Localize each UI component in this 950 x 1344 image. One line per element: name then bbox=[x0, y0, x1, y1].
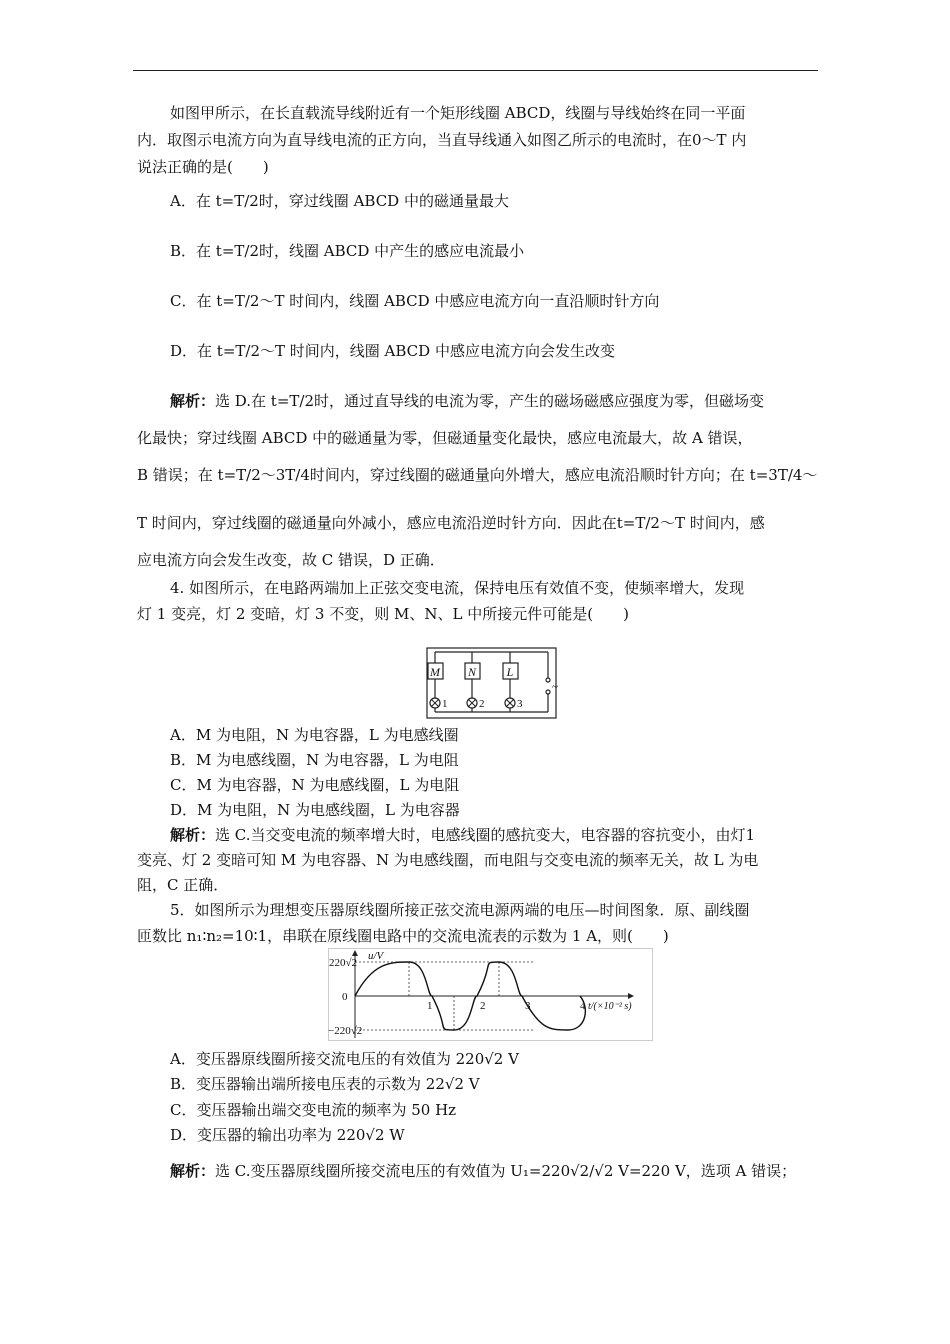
x-tick-3: 3 bbox=[525, 1000, 531, 1012]
q3-analysis-line-1 bbox=[170, 390, 764, 412]
q5-voltage-graph bbox=[328, 948, 654, 1042]
q3-option-c: C．在 t=T/2～T 时间内，线圈 ABCD 中感应电流方向一直沿顺时针方向 bbox=[170, 292, 660, 310]
analysis-label: 解析： bbox=[170, 392, 216, 410]
header-rule bbox=[133, 70, 818, 71]
q3-analysis-line-4: T 时间内，穿过线圈的磁通量向外减小，感应电流沿逆时针方向．因此在t=T/2～T 时间内，感 bbox=[137, 514, 765, 532]
q5-line-2: 匝数比 n₁∶n₂=10∶1，串联在原线圈电路中的交流电流表的示数为 1 A，则( ) bbox=[137, 927, 669, 945]
x-axis-label: t/(×10⁻² s) bbox=[588, 1001, 632, 1012]
y-axis-arrow-icon bbox=[352, 950, 358, 956]
analysis-text: 选 C.当交变电流的频率增大时，电感线圈的感抗变大，电容器的容抗变小，由灯1 bbox=[215, 826, 756, 844]
q5-option-d: D．变压器的输出功率为 220√2 W bbox=[170, 1126, 405, 1144]
intro-line-2: 内．取图示电流方向为直导线电流的正方向，当直导线通入如图乙所示的电流时，在0～T 内 bbox=[137, 131, 747, 149]
q3-option-a: A．在 t=T/2时，穿过线圈 ABCD 中的磁通量最大 bbox=[170, 192, 509, 210]
analysis-text: 选 C.变压器原线圈所接交流电压的有效值为 U₁=220√2/√2 V=220 V，选项 A 错误； bbox=[215, 1162, 797, 1180]
q4-analysis-line-1 bbox=[170, 824, 755, 846]
lamp-3-label: 3 bbox=[517, 698, 523, 710]
analysis-label: 解析： bbox=[170, 1162, 216, 1180]
q3-analysis-line-2: 化最快；穿过线圈 ABCD 中的磁通量为零，但磁通量变化最快，感应电流最大，故 A 错误， bbox=[137, 429, 753, 447]
lamp-1-label: 1 bbox=[442, 698, 448, 710]
y-min-label: −220√2 bbox=[328, 1025, 363, 1037]
q3-option-d: D．在 t=T/2～T 时间内，线圈 ABCD 中感应电流方向会发生改变 bbox=[170, 342, 615, 360]
y-max-label: 220√2 bbox=[329, 957, 358, 969]
terminal-icon bbox=[546, 678, 550, 682]
x-tick-4: 4 bbox=[580, 1000, 586, 1012]
q4-circuit-diagram bbox=[425, 646, 560, 722]
q5-option-b: B．变压器输出端所接电压表的示数为 22√2 V bbox=[170, 1075, 480, 1093]
q5-option-a: A．变压器原线圈所接交流电压的有效值为 220√2 V bbox=[170, 1050, 519, 1068]
q4-option-d: D．M 为电阻，N 为电感线圈，L 为电容器 bbox=[170, 801, 460, 819]
q4-option-b: B．M 为电感线圈，N 为电容器，L 为电阻 bbox=[170, 751, 459, 769]
q3-analysis-line-3: B 错误；在 t=T/2～3T/4时间内，穿过线圈的磁通量向外增大，感应电流沿顺时针方向；在 t=3T/4～ bbox=[137, 466, 818, 484]
terminal-icon bbox=[546, 690, 550, 694]
label-n: N bbox=[467, 665, 477, 679]
origin-label: 0 bbox=[342, 991, 348, 1003]
x-tick-2: 2 bbox=[480, 1000, 486, 1012]
analysis-label: 解析： bbox=[170, 826, 216, 844]
q5-line-1: 5．如图所示为理想变压器原线圈所接正弦交流电源两端的电压—时间图象．原、副线圈 bbox=[170, 901, 750, 919]
q3-analysis-line-5: 应电流方向会发生改变，故 C 错误，D 正确． bbox=[137, 551, 445, 569]
q5-analysis-line-1 bbox=[170, 1160, 796, 1182]
q3-option-b: B．在 t=T/2时，线圈 ABCD 中产生的感应电流最小 bbox=[170, 242, 525, 260]
label-m: M bbox=[430, 665, 440, 679]
q4-analysis-line-3: 阻，C 正确． bbox=[137, 876, 229, 894]
x-axis-arrow-icon bbox=[628, 993, 634, 999]
analysis-text: 选 D.在 t=T/2时，通过直导线的电流为零，产生的磁场磁感应强度为零，但磁场变 bbox=[215, 392, 765, 410]
y-axis-label: u/V bbox=[368, 950, 384, 962]
intro-line-1: 如图甲所示，在长直载流导线附近有一个矩形线圈 ABCD，线圈与导线始终在同一平面 bbox=[170, 104, 746, 122]
intro-line-3: 说法正确的是( ) bbox=[137, 158, 269, 176]
q4-option-c: C．M 为电容器，N 为电感线圈，L 为电阻 bbox=[170, 776, 460, 794]
source-symbol: ~ bbox=[552, 681, 558, 693]
q4-line-1: 4. 如图所示，在电路两端加上正弦交变电流，保持电压有效值不变，使频率增大，发现 bbox=[170, 579, 745, 597]
q4-option-a: A．M 为电阻，N 为电容器，L 为电感线圈 bbox=[170, 726, 459, 744]
x-tick-1: 1 bbox=[427, 1000, 433, 1012]
lamp-2-label: 2 bbox=[479, 698, 485, 710]
label-l: L bbox=[506, 665, 514, 679]
q4-line-2: 灯 1 变亮，灯 2 变暗，灯 3 不变，则 M、N、L 中所接元件可能是( ) bbox=[137, 605, 629, 623]
q5-option-c: C．变压器输出端交变电流的频率为 50 Hz bbox=[170, 1101, 457, 1119]
q4-analysis-line-2: 变亮、灯 2 变暗可知 M 为电容器、N 为电感线圈，而电阻与交变电流的频率无关，故 L 为电 bbox=[137, 851, 759, 869]
